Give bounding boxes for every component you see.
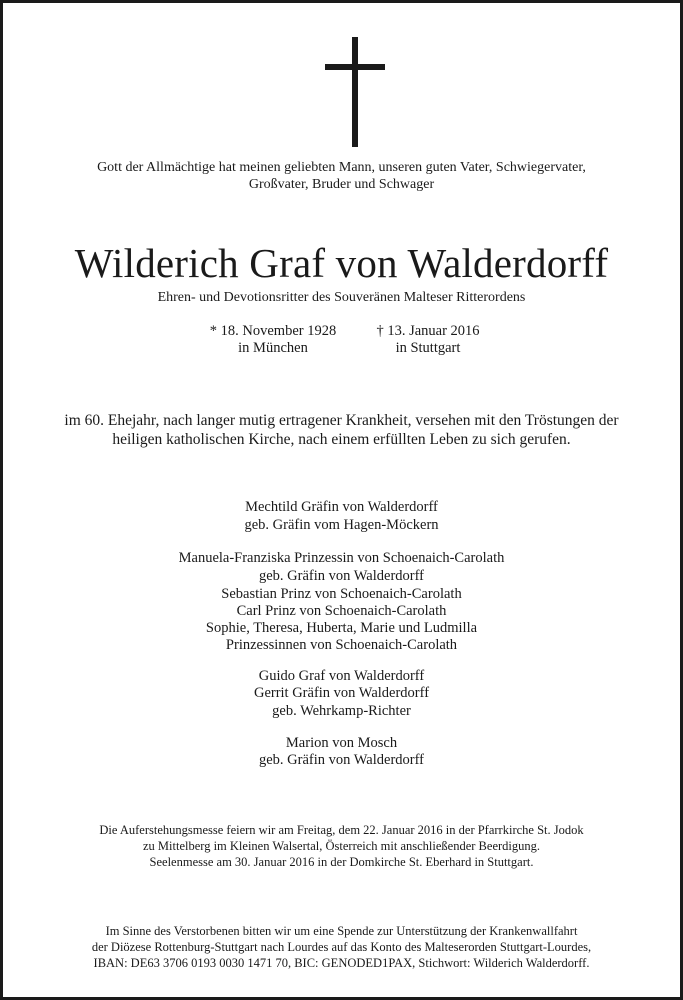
intro-line-2: Großvater, Bruder und Schwager: [248, 177, 435, 192]
mourner-line: geb. Gräfin vom Hagen-Möckern: [244, 517, 439, 533]
death-block: [353, 323, 503, 357]
donation-line-1: Im Sinne des Verstorbenen bitten wir um eine Spende zur Unterstützung der Krankenwallfahrt: [105, 924, 578, 938]
deceased-name: Wilderich Graf von Walderdorff: [74, 240, 609, 286]
service-line-3: Seelenmesse am 30. Januar 2016 in der Domkirche St. Eberhard in Stuttgart.: [149, 855, 534, 869]
order-membership: Ehren- und Devotionsritter des Souveränen Malteser Ritterordens: [157, 290, 526, 305]
donation-line-2: der Diözese Rottenburg-Stuttgart nach Lourdes auf das Konto des Malteserorden Stuttgart-Lourdes,: [91, 940, 592, 954]
mourner-line: Prinzessinnen von Schoenaich-Carolath: [225, 637, 458, 653]
service-line-2: zu Mittelberg im Kleinen Walsertal, Österreich mit anschließender Beerdigung.: [142, 839, 541, 853]
mourner-line: geb. Gräfin von Walderdorff: [259, 752, 424, 768]
message-line-2: heiligen katholischen Kirche, nach einem erfüllten Leben zu sich gerufen.: [112, 431, 571, 448]
latin-cross-icon: [325, 37, 385, 147]
intro-line-1: Gott der Allmächtige hat meinen geliebten Mann, unseren guten Vater, Schwiegervater,: [97, 160, 586, 175]
mourner-line: Marion von Mosch: [285, 735, 398, 751]
mourner-line: Sebastian Prinz von Schoenaich-Carolath: [221, 586, 462, 602]
mourner-line: geb. Wehrkamp-Richter: [272, 703, 411, 719]
service-line-1: Die Auferstehungsmesse feiern wir am Freitag, dem 22. Januar 2016 in der Pfarrkirche St. Jodok: [99, 823, 584, 837]
mourner-line: Manuela-Franziska Prinzessin von Schoenaich-Carolath: [178, 550, 505, 566]
mourner-line: Mechtild Gräfin von Walderdorff: [245, 499, 438, 515]
donation-line-3: IBAN: DE63 3706 0193 0030 1471 70, BIC: GENODED1PAX, Stichwort: Wilderich Walderdorff.: [93, 956, 590, 970]
death-date: † 13. Januar 2016: [376, 323, 480, 339]
mourner-line: Guido Graf von Walderdorff: [258, 668, 425, 684]
birth-date: * 18. November 1928: [209, 323, 337, 339]
mourner-line: geb. Gräfin von Walderdorff: [259, 568, 424, 584]
message-line-1: im 60. Ehejahr, nach langer mutig ertragener Krankheit, versehen mit den Tröstungen der: [64, 412, 619, 429]
birth-place: in München: [238, 340, 308, 356]
mourner-line: Sophie, Theresa, Huberta, Marie und Ludmilla: [205, 620, 478, 636]
mourner-line: Gerrit Gräfin von Walderdorff: [253, 685, 430, 701]
birth-block: [193, 323, 353, 357]
mourner-line: Carl Prinz von Schoenaich-Carolath: [236, 603, 447, 619]
death-place: in Stuttgart: [395, 340, 461, 356]
